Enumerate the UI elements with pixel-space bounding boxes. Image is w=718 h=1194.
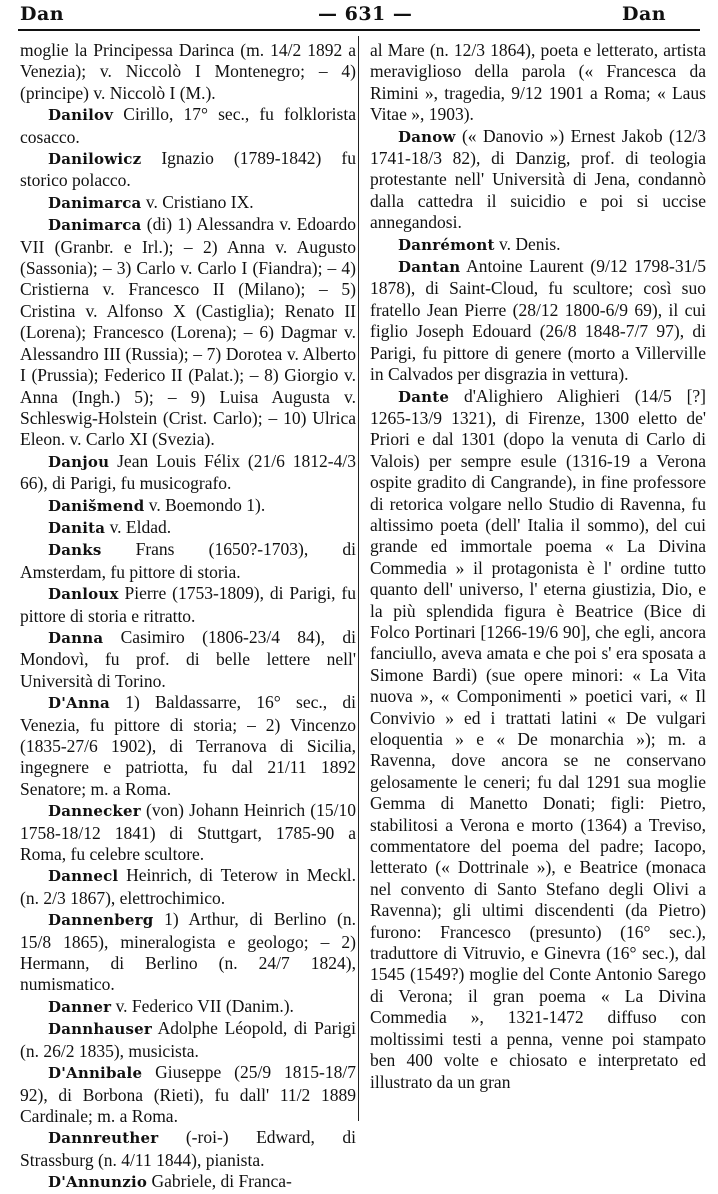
dictionary-entry <box>20 1062 356 1127</box>
entry-text: 1) Arthur, di Berlino (n. 15/8 1865), mineralogista e geologo; – 2) Hermann, di Berlino (n. 24/7 1824), numismatico. <box>20 909 356 995</box>
entry-headword: Dannecl <box>48 867 119 886</box>
dictionary-entry <box>20 1127 356 1171</box>
dictionary-entry <box>20 865 356 909</box>
entry-text: al Mare (n. 12/3 1864), poeta e letterato, artista meraviglioso della parola (« Francesca da Rimini », tragedia, 9/12 1901 a Roma; « Laus Vitae », 1903). <box>370 40 706 125</box>
entry-headword: Danimarca <box>48 193 142 212</box>
entry-text: v. Denis. <box>494 233 561 254</box>
dictionary-entry <box>20 40 356 104</box>
dictionary-entry <box>20 451 356 495</box>
entry-text: Adolphe Léopold, di Parigi (n. 26/2 1835), musicista. <box>20 1018 356 1061</box>
entry-headword: Dannhauser <box>48 1020 152 1039</box>
entry-text: 1) Baldassarre, 16° sec., di Venezia, fu pittore di storia; – 2) Vincenzo (1835-27/6 1902), di Terranova di Sicilia, ingegnere e patriotta, fu dal 21/11 1892 Senatore; m. a Roma. <box>20 692 356 799</box>
entry-text: Cirillo, 17° sec., fu folklorista cosacco. <box>20 104 356 147</box>
entry-headword: Dante <box>398 387 450 406</box>
entry-text: Jean Louis Félix (21/6 1812-4/3 66), di Parigi, fu musicografo. <box>20 450 356 494</box>
entry-headword: Dannenberg <box>48 911 154 930</box>
entry-headword: Danrémont <box>398 235 495 254</box>
entry-text: Gabriele, di Franca- <box>147 1171 292 1192</box>
entry-headword: Danita <box>48 518 106 537</box>
entry-text: Casimiro (1806-23/4 84), di Mondovì, fu prof. di belle lettere nell' Università di Torino. <box>20 626 356 691</box>
dictionary-entry <box>20 1018 356 1062</box>
dictionary-entry <box>20 800 356 865</box>
entry-headword: Danimarca <box>48 216 142 235</box>
left-column <box>20 40 356 1192</box>
entry-text: Heinrich, di Teterow in Meckl. (n. 2/3 1867), elettrochimico. <box>20 865 356 908</box>
entry-text: v. Federico VII (Danim.). <box>111 995 294 1016</box>
entry-text: (di) 1) Alessandra v. Edoardo VII (Granbr. e Irl.); – 2) Anna v. Augusto (Sassonia); – 3) Carlo v. Carlo I (Fiandra); – 4) Cristierna v. Francesco II (Milano); – 5) Cristina v. Alfonso X (Castiglia); Renato II (Lorena); Francesco (Lorena); – 6) Dagmar v. Alessandro III (Russia); – 7) Dorotea v. Alberto I (Prussia); Federico II (Palat.); – 8) Giorgio v. Anna (Ingh.) 5); – 9) Luisa Augusta v. Schleswig-Holstein (Crist. Carlo); – 10) Ulrica Eleon. v. Carlo XI (Svezia). <box>20 214 356 450</box>
entry-headword: Danloux <box>48 585 119 604</box>
dictionary-entry <box>370 386 706 1093</box>
dictionary-entry <box>20 539 356 583</box>
dictionary-entry <box>20 192 356 214</box>
running-head-right: Dan <box>622 3 667 25</box>
entry-text: Frans (1650?-1703), di Amsterdam, fu pittore di storia. <box>20 539 356 582</box>
entry-text: Pierre (1753-1809), di Parigi, fu pittore di storia e ritratto. <box>20 583 356 626</box>
dictionary-entry <box>370 40 706 126</box>
dictionary-entry <box>370 256 706 385</box>
entry-headword: D'Annibale <box>48 1064 143 1083</box>
dictionary-entry <box>20 996 356 1018</box>
dictionary-entry <box>20 627 356 692</box>
entry-headword: Danišmend <box>48 496 145 515</box>
dictionary-entry <box>20 148 356 192</box>
page-header <box>0 0 718 32</box>
entry-headword: Danner <box>48 997 112 1016</box>
dictionary-entry <box>20 1171 356 1193</box>
dictionary-entry <box>370 126 706 234</box>
entry-headword: Danks <box>48 541 102 560</box>
dictionary-entry <box>20 214 356 450</box>
entry-text: (« Danovio ») Ernest Jakob (12/3 1741-18/3 82), di Danzig, prof. di teologia protestante nell' Università di Jena, condannò dalla cattedra il suicidio e poi si uccise annegandosi. <box>370 125 706 233</box>
right-column <box>370 40 706 1120</box>
entry-text: v. Eldad. <box>105 516 172 537</box>
entry-headword: Danilowicz <box>48 150 142 169</box>
dictionary-entry <box>20 692 356 800</box>
entry-text: Antoine Laurent (9/12 1798-31/5 1878), di Saint-Cloud, fu scultore; così suo fratello Jean Pierre (28/12 1800-6/9 69), il cui figlio Joseph Edouard (26/8 1848-7/7 97), di Parigi, fu pittore di genere (morto a Villerville in Calvados per disgrazia in vettura). <box>370 256 706 385</box>
page-number: — 631 — <box>318 3 413 25</box>
entry-text: v. Boemondo 1). <box>144 494 266 515</box>
dictionary-entry <box>20 104 356 148</box>
entry-text: d'Alighiero Alighieri (14/5 [?] 1265-13/9 1321), di Firenze, 1300 eletto de' Priori e dal 1301 (dopo la venuta di Carlo di Valois) per sempre esule (1316-19 a Verona ospite gradito di Cangrande), in fine professore di retorica volgare nello Studio di Ravenna, fu altissimo poeta (dell' Italia il sommo), del cui grande ed immortale poema « La Divina Commedia » il protagonista è l' ordine tutto quanto dell' universo, l' eterna giustizia, Dio, e la più splendida figura è Beatrice (Bice di Folco Portinari [1266-19/6 90], che egli, ancora fanciullo, aveva amata e che poi s' era sposata a Simone Bardi) (sue opere minori: « La Vita nuova », « Componimenti » poetici vari, « Il Convivio » ed i trattati latini « De vulgari eloquentia » e « De monarchia »); m. a Ravenna, dove ancora se ne conservano gelosamente le ceneri; fu dal 1291 sua moglie Gemma di Manetto Donati; figli: Pietro, stabilitosi a Verona e morto (1364) a Treviso, commentatore del poema del padre; Iacopo, letterato (« Dottrinale »), e Beatrice (monaca nel convento di Santo Stefano degli Olivi a Ravenna); gli ultimi discendenti (da Pietro) furono: Francesco (presunto) (16° sec.), traduttore di Vitruvio, e Ginevra (16° sec.), dal 1545 (1549?) moglie del Conte Antonio Sarego di Verona; il gran poema « La Divina Commedia », 1321-1472 diffuso con moltissimi testi a penna, venne poi stampato ben 400 volte e chiosato e interpretato ed illustrato da un gran <box>370 385 706 1092</box>
entry-text: Ignazio (1789-1842) fu storico polacco. <box>20 148 356 191</box>
entry-text: Giuseppe (25/9 1815-18/7 92), di Borbona (Rieti), fu dall' 11/2 1889 Cardinale; m. a Roma. <box>20 1062 356 1126</box>
entry-headword: Danow <box>398 127 456 146</box>
entry-headword: D'Annunzio <box>48 1173 148 1192</box>
entry-headword: D'Anna <box>48 694 110 713</box>
entry-text: (von) Johann Heinrich (15/10 1758-18/12 1841) di Stuttgart, 1785-90 a Roma, fu celebre scultore. <box>20 800 356 865</box>
entry-headword: Dantan <box>398 258 461 277</box>
running-head-left: Dan <box>20 3 65 25</box>
entry-headword: Dannreuther <box>48 1129 159 1148</box>
entry-headword: Danna <box>48 628 104 647</box>
entry-headword: Danjou <box>48 452 110 471</box>
dictionary-entry <box>20 583 356 627</box>
entry-headword: Dannecker <box>48 802 141 821</box>
entry-text: v. Cristiano IX. <box>141 191 254 212</box>
entry-text: (-roi-) Edward, di Strassburg (n. 4/11 1844), pianista. <box>20 1127 356 1170</box>
dictionary-entry <box>20 495 356 517</box>
entry-headword: Danilov <box>48 106 114 125</box>
dictionary-entry <box>20 517 356 539</box>
column-divider <box>358 36 359 1121</box>
dictionary-entry <box>20 909 356 996</box>
header-rule <box>18 29 700 31</box>
dictionary-entry <box>370 234 706 256</box>
entry-text: moglie la Principessa Darinca (m. 14/2 1892 a Venezia); v. Niccolò I Montenegro; – 4) (principe) v. Niccolò I (M.). <box>20 40 356 103</box>
